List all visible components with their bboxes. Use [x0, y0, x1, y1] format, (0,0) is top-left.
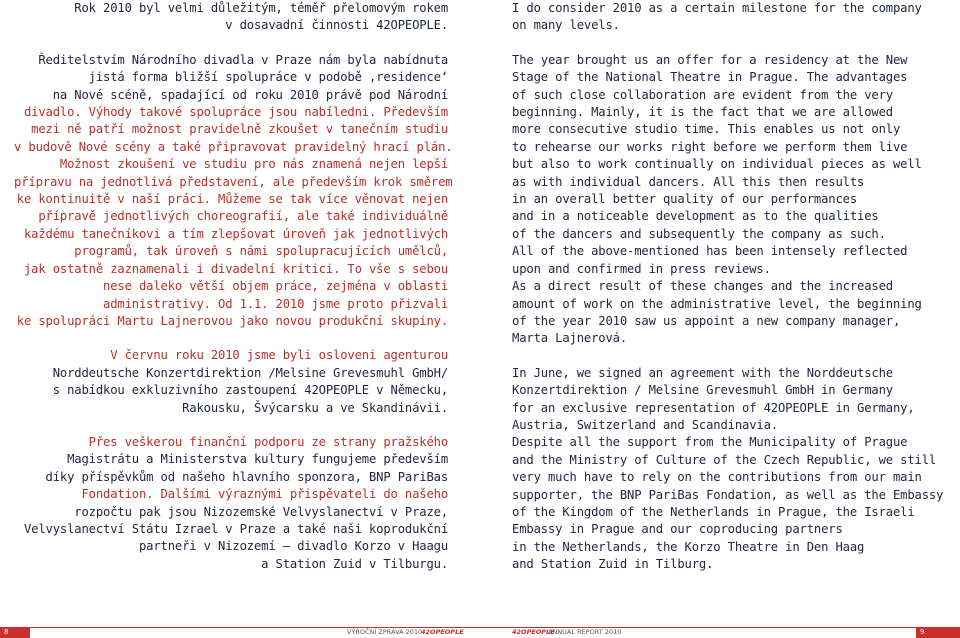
text-line: supporter, the BNP PariBas Fondation, as well as the Embassy: [512, 487, 944, 502]
text-line: Stage of the National Theatre in Prague. The advantages: [512, 70, 908, 85]
english-text-column: [512, 0, 944, 574]
text-line: v budově Nové scény a také připravovat pravidelný hrací plán.: [14, 139, 453, 154]
left-footer-brand: 42OPEOPLE: [421, 628, 464, 636]
text-line: Embassy in Prague and our coproducing partners: [512, 522, 843, 537]
text-line: Přes veškerou finanční podporu ze strany pražského: [88, 434, 448, 449]
text-line: more consecutive studio time. This enables us not only: [512, 122, 901, 137]
text-line: Austria, Switzerland and Scandinavia.: [512, 417, 778, 432]
text-line: in the Netherlands, the Korzo Theatre in Den Haag: [512, 539, 865, 554]
text-line: Norddeutsche Konzertdirektion /Melsine Grevesmuhl GmbH/: [52, 365, 448, 380]
paragraph-gap: [512, 35, 912, 52]
text-line: ke spolupráci Martu Lajnerovou jako novou produkční skupiny.: [16, 313, 448, 328]
text-line: Ředitelstvím Národního divadla v Praze nám byla nabídnuta: [38, 52, 448, 67]
text-line: Rok 2010 byl velmi důležitým, téměř přelomovým rokem: [74, 1, 448, 15]
text-line: upon and confirmed in press reviews.: [512, 261, 771, 276]
text-line: of the dancers and subsequently the company as such.: [512, 226, 886, 241]
text-line: In June, we signed an agreement with the Norddeutsche: [512, 365, 893, 380]
text-line: amount of work on the administrative level, the beginning: [512, 296, 922, 311]
text-line: in an overall better quality of our performances: [512, 192, 857, 207]
right-page-number: 9: [916, 627, 960, 638]
text-line: I do consider 2010 as a certain milestone for the company: [512, 1, 922, 15]
text-line: and in a noticeable development as to the qualities: [512, 209, 879, 224]
text-line: as with individual dancers. All this then results: [512, 174, 865, 189]
text-line: to rehearse our works right before we perform them live: [512, 139, 908, 154]
text-line: Možnost zkoušení ve studiu pro nás znamená nejen lepší: [59, 157, 448, 172]
text-line: beginning. Mainly, it is the fact that we are allowed: [512, 105, 893, 120]
text-line: and the Ministry of Culture of the Czech Republic, we still: [512, 452, 937, 467]
text-line: V červnu roku 2010 jsme byli osloveni agenturou: [110, 348, 448, 363]
text-line: Rakousku, Švýcarsku a ve Skandinávii.: [182, 400, 448, 415]
left-page-number: 8: [0, 627, 30, 638]
text-line: programů, tak úroveň s námi spolupracujících umělců,: [74, 244, 448, 259]
text-line: ke kontinuitě v naší práci. Můžeme se tak více věnovat nejen: [16, 192, 448, 207]
text-line: Despite all the support from the Municipality of Prague: [512, 435, 908, 450]
text-line: Velvyslanectví Státu Izrael v Praze a také naši koprodukční: [23, 521, 448, 536]
text-line: mezi ně patří možnost pravidelně zkoušet v tanečním studiu: [31, 122, 448, 137]
right-footer-label: ANNUAL REPORT 2010: [548, 628, 622, 636]
text-line: All of the above-mentioned has been intensely reflected: [512, 244, 908, 259]
text-line: Magistrátu a Ministerstva kultury fungujeme především: [67, 452, 448, 467]
left-footer-label: VÝROČNÍ ZPRÁVA 2010: [347, 628, 423, 636]
czech-text-column: [14, 0, 453, 573]
text-line: na Nové scéně, spadající od roku 2010 právě pod Národní: [52, 87, 448, 102]
paragraph-gap: [14, 330, 448, 347]
text-line: divadlo. Výhody takové spolupráce jsou nabíledni. Především: [23, 105, 448, 120]
text-line: As a direct result of these changes and the increased: [512, 279, 893, 294]
right-footer-brand: 42OPEOPLE: [512, 628, 555, 636]
text-line: přípravě jednotlivých choreografií, ale také individuálně: [38, 209, 448, 224]
text-line: very much have to rely on the contributions from our main: [512, 470, 922, 485]
text-line: přípravu na jednotlivá představení, ale především krok směrem: [14, 174, 453, 189]
paragraph-gap: [14, 417, 448, 434]
text-line: jistá forma bližší spolupráce v podobě ‚residence‘: [88, 70, 448, 85]
text-line: každému tanečníkovi a tím zlepšovat úroveň jak jednotlivých: [23, 226, 448, 241]
paragraph-gap: [512, 348, 912, 365]
text-line: s nabídkou exkluzivního zastoupení 42OPEOPLE v Německu,: [52, 383, 448, 398]
text-line: díky příspěvkům od našeho hlavního sponzora, BNP PariBas: [45, 469, 448, 484]
text-line: administrativy. Od 1.1. 2010 jsme proto přizvali: [103, 296, 448, 311]
text-line: a Station Zuid v Tilburgu.: [261, 556, 448, 571]
text-line: partneři v Nizozemí – divadlo Korzo v Haagu: [138, 539, 448, 554]
text-line: on many levels.: [512, 18, 620, 33]
footer-rule: [0, 627, 960, 628]
text-line: jak ostatně zaznamenali i divadelní kritici. To vše s sebou: [23, 261, 448, 276]
text-line: The year brought us an offer for a residency at the New: [512, 52, 908, 67]
page-footer: [0, 627, 960, 638]
text-line: for an exclusive representation of 42OPEOPLE in Germany,: [512, 400, 915, 415]
text-line: of such close collaboration are evident from the very: [512, 87, 893, 102]
text-line: of the year 2010 saw us appoint a new company manager,: [512, 313, 901, 328]
text-line: Fondation. Dalšími výraznými přispěvateli do našeho: [81, 487, 448, 502]
text-line: and Station Zuid in Tilburg.: [512, 557, 714, 572]
text-line: Marta Lajnerová.: [512, 331, 627, 346]
paragraph-gap: [14, 35, 448, 52]
text-line: nese daleko větší objem práce, zejména v oblasti: [103, 279, 448, 294]
text-line: rozpočtu pak jsou Nizozemské Velvyslanectví v Praze,: [74, 504, 448, 519]
text-line: but also to work continually on individual pieces as well: [512, 157, 922, 172]
text-line: of the Kingdom of the Netherlands in Prague, the Israeli: [512, 504, 915, 519]
text-line: v dosavadní činnosti 42OPEOPLE.: [225, 18, 448, 33]
text-line: Konzertdirektion / Melsine Grevesmuhl GmbH in Germany: [512, 383, 893, 398]
